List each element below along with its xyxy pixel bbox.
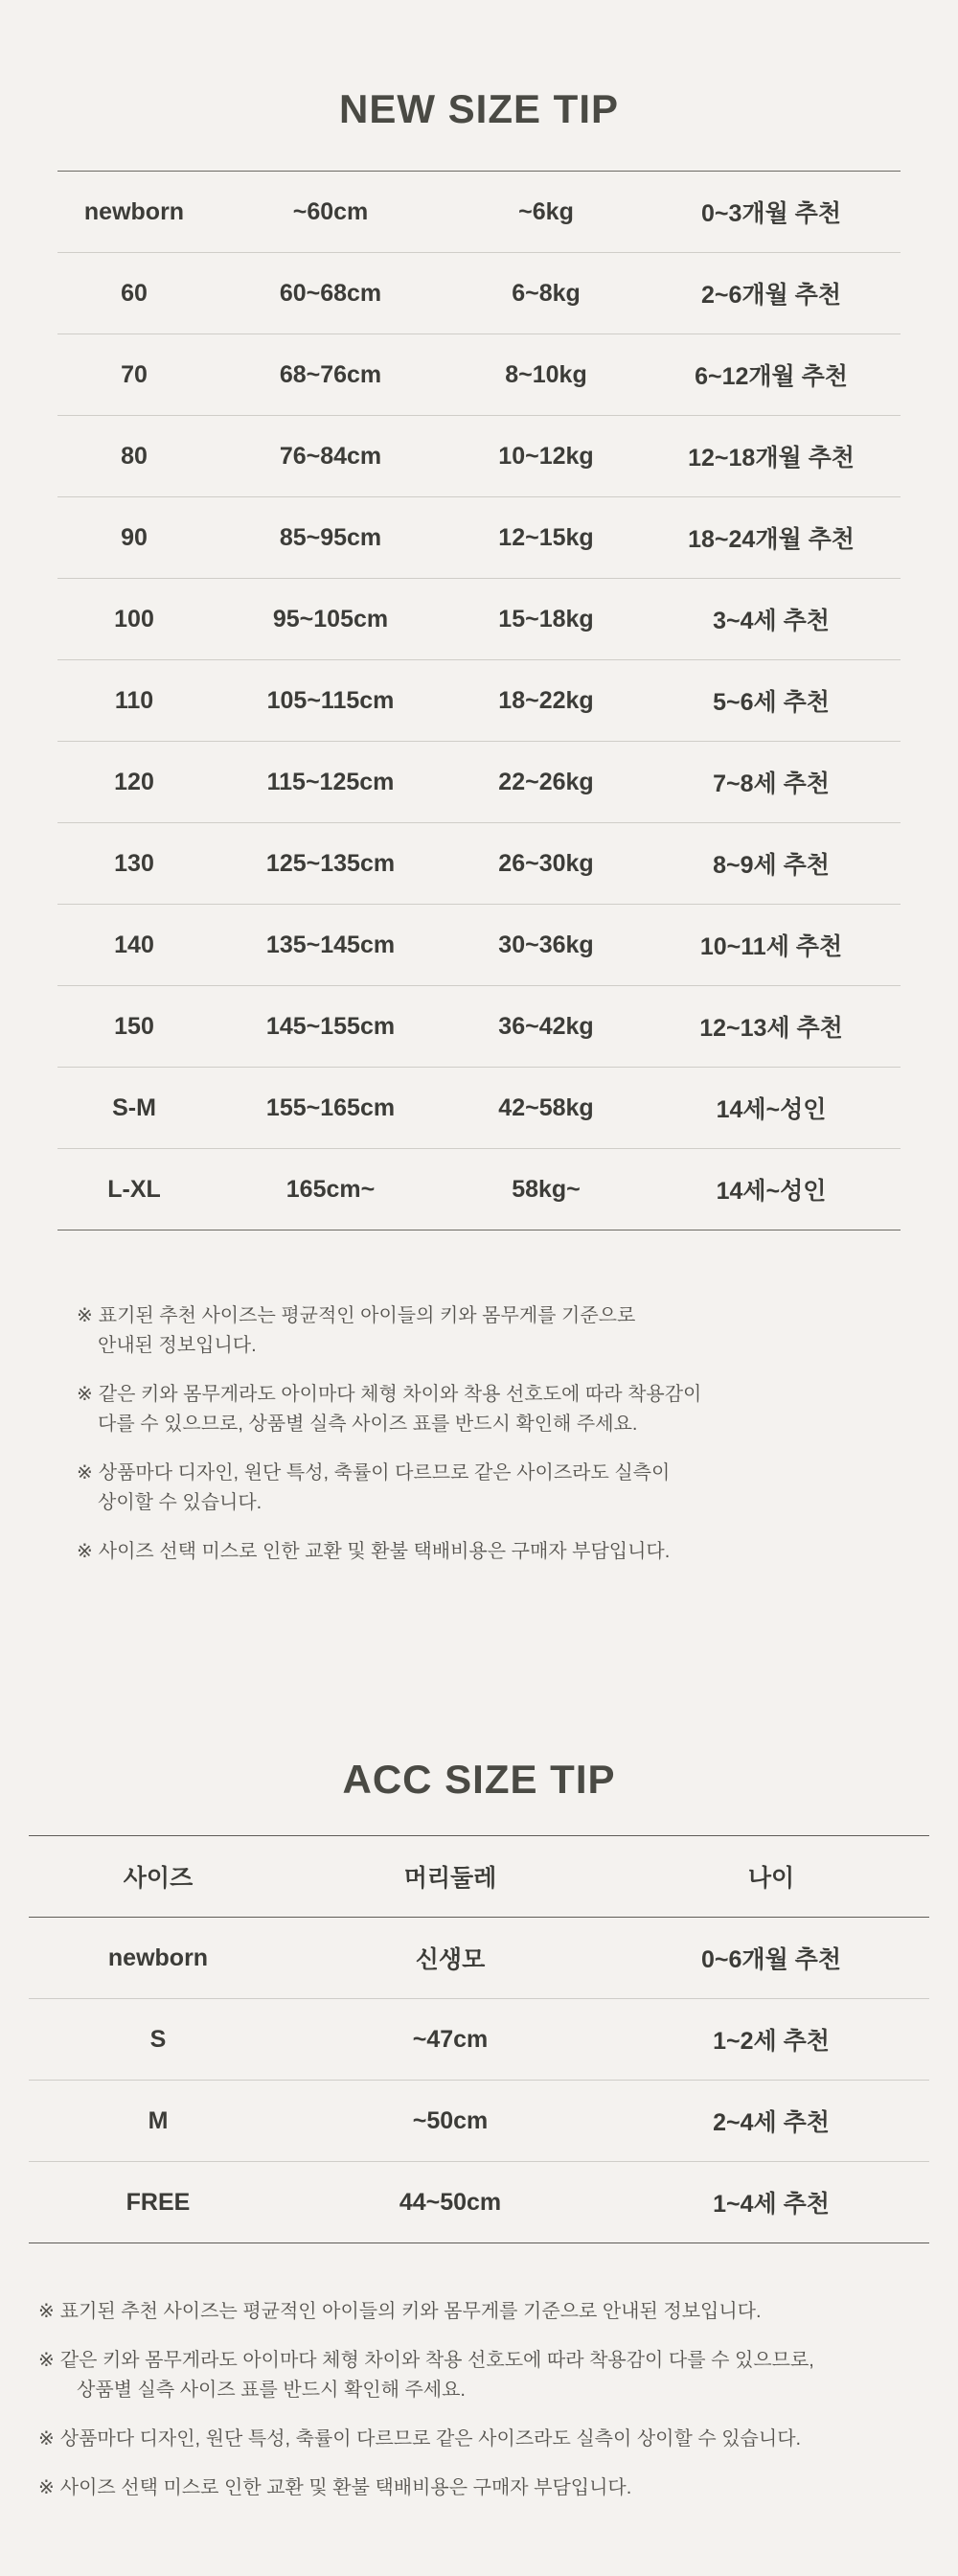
size-cell: L-XL: [57, 1149, 211, 1230]
acc-column-header: 사이즈: [29, 1836, 287, 1918]
size-cell: 95~105cm: [211, 579, 450, 660]
size-cell: 14세~성인: [642, 1068, 901, 1149]
note-marker-icon: ※: [38, 2301, 55, 2322]
size-cell: 120: [57, 742, 211, 823]
table-row: [57, 253, 901, 334]
acc-header-row: [29, 1836, 929, 1918]
note-line: 상품별 실측 사이즈 표를 반드시 확인해 주세요.: [77, 2380, 466, 2401]
note-line: 사이즈 선택 미스로 인한 교환 및 환불 택배비용은 구매자 부담입니다.: [98, 1541, 671, 1562]
note-marker-icon: ※: [38, 2477, 55, 2498]
size-cell: 68~76cm: [211, 334, 450, 416]
size-cell: 145~155cm: [211, 986, 450, 1068]
size-cell: 0~3개월 추천: [642, 172, 901, 253]
bottom-spacer: [0, 2518, 958, 2576]
acc-cell: ~50cm: [287, 2081, 613, 2162]
note-item: [77, 1459, 901, 1518]
table-row: [29, 1918, 929, 1999]
size-cell: 14세~성인: [642, 1149, 901, 1230]
size-cell: 105~115cm: [211, 660, 450, 742]
size-cell: 100: [57, 579, 211, 660]
acc-column-header: 나이: [613, 1836, 929, 1918]
size-cell: ~6kg: [450, 172, 642, 253]
size-cell: 6~8kg: [450, 253, 642, 334]
note-line: 표기된 추천 사이즈는 평균적인 아이들의 키와 몸무게를 기준으로: [98, 1305, 636, 1326]
note-item: [38, 2346, 939, 2405]
note-marker-icon: ※: [77, 1462, 93, 1484]
size-cell: 60: [57, 253, 211, 334]
acc-table: [29, 1835, 929, 2243]
size-cell: 115~125cm: [211, 742, 450, 823]
note-line: 표기된 추천 사이즈는 평균적인 아이들의 키와 몸무게를 기준으로 안내된 정보입니다.: [59, 2301, 762, 2322]
size-table: [57, 171, 901, 1230]
acc-cell: ~47cm: [287, 1999, 613, 2081]
note-item: [38, 2297, 939, 2327]
acc-size-tip-section: [0, 1695, 958, 2503]
size-cell: 80: [57, 416, 211, 497]
note-marker-icon: ※: [77, 1384, 93, 1405]
size-cell: newborn: [57, 172, 211, 253]
table-row: [29, 2081, 929, 2162]
acc-cell: 2~4세 추천: [613, 2081, 929, 2162]
size-cell: 58kg~: [450, 1149, 642, 1230]
size-cell: 26~30kg: [450, 823, 642, 905]
table-row: [29, 1999, 929, 2081]
acc-section-title: ACC SIZE TIP: [342, 1757, 616, 1802]
size-cell: 7~8세 추천: [642, 742, 901, 823]
table-row: [57, 742, 901, 823]
acc-cell: 44~50cm: [287, 2162, 613, 2243]
acc-cell: 신생모: [287, 1918, 613, 1999]
note-item: [38, 2425, 939, 2454]
acc-cell: 1~4세 추천: [613, 2162, 929, 2243]
acc-cell: S: [29, 1999, 287, 2081]
table-row: [57, 172, 901, 253]
table-row: [57, 1068, 901, 1149]
size-cell: 36~42kg: [450, 986, 642, 1068]
size-table-body: [57, 172, 901, 1230]
size-cell: 135~145cm: [211, 905, 450, 986]
note-item: [77, 1301, 901, 1361]
note-marker-icon: ※: [38, 2428, 55, 2450]
size-cell: 2~6개월 추천: [642, 253, 901, 334]
table-row: [57, 497, 901, 579]
note-marker-icon: ※: [77, 1305, 93, 1326]
size-cell: 125~135cm: [211, 823, 450, 905]
acc-cell: 0~6개월 추천: [613, 1918, 929, 1999]
size-cell: 10~11세 추천: [642, 905, 901, 986]
size-cell: 8~10kg: [450, 334, 642, 416]
acc-cell: 1~2세 추천: [613, 1999, 929, 2081]
note-marker-icon: ※: [77, 1541, 93, 1562]
page-title: NEW SIZE TIP: [338, 86, 619, 131]
note-item: [77, 1537, 901, 1567]
note-item: [38, 2473, 939, 2503]
note-line: 상품마다 디자인, 원단 특성, 축률이 다르므로 같은 사이즈라도 실측이: [98, 1462, 671, 1484]
size-cell: 165cm~: [211, 1149, 450, 1230]
size-cell: 12~13세 추천: [642, 986, 901, 1068]
size-cell: 76~84cm: [211, 416, 450, 497]
size-cell: 3~4세 추천: [642, 579, 901, 660]
size-notes: [57, 1230, 901, 1567]
acc-notes: [19, 2243, 939, 2503]
acc-table-head: [29, 1836, 929, 1918]
acc-table-body: [29, 1918, 929, 2243]
note-line: 상품마다 디자인, 원단 특성, 축률이 다르므로 같은 사이즈라도 실측이 상이할 수 있습니다.: [59, 2428, 802, 2450]
size-cell: 42~58kg: [450, 1068, 642, 1149]
acc-cell: FREE: [29, 2162, 287, 2243]
acc-cell: M: [29, 2081, 287, 2162]
size-cell: 110: [57, 660, 211, 742]
size-cell: 18~22kg: [450, 660, 642, 742]
size-cell: 140: [57, 905, 211, 986]
size-cell: 12~18개월 추천: [642, 416, 901, 497]
table-row: [29, 2162, 929, 2243]
size-cell: 15~18kg: [450, 579, 642, 660]
table-row: [57, 416, 901, 497]
note-line: 상이할 수 있습니다.: [98, 1492, 262, 1513]
size-cell: 60~68cm: [211, 253, 450, 334]
note-line: 같은 키와 몸무게라도 아이마다 체형 차이와 착용 선호도에 따라 착용감이: [98, 1384, 702, 1405]
size-cell: S-M: [57, 1068, 211, 1149]
note-line: 같은 키와 몸무게라도 아이마다 체형 차이와 착용 선호도에 따라 착용감이 다를 수 있으므로,: [59, 2350, 814, 2371]
size-cell: 30~36kg: [450, 905, 642, 986]
size-cell: 85~95cm: [211, 497, 450, 579]
note-item: [77, 1380, 901, 1439]
size-cell: 90: [57, 497, 211, 579]
size-cell: 130: [57, 823, 211, 905]
size-cell: 18~24개월 추천: [642, 497, 901, 579]
size-cell: 6~12개월 추천: [642, 334, 901, 416]
size-cell: 22~26kg: [450, 742, 642, 823]
section-spacer: [0, 1580, 958, 1695]
note-line: 사이즈 선택 미스로 인한 교환 및 환불 택배비용은 구매자 부담입니다.: [59, 2477, 632, 2498]
note-marker-icon: ※: [38, 2350, 55, 2371]
size-cell: 150: [57, 986, 211, 1068]
table-row: [57, 334, 901, 416]
note-line: 다를 수 있으므로, 상품별 실측 사이즈 표를 반드시 확인해 주세요.: [98, 1414, 638, 1435]
table-row: [57, 905, 901, 986]
note-line: 안내된 정보입니다.: [98, 1335, 257, 1356]
size-cell: 12~15kg: [450, 497, 642, 579]
size-cell: 10~12kg: [450, 416, 642, 497]
table-row: [57, 986, 901, 1068]
size-cell: 5~6세 추천: [642, 660, 901, 742]
table-row: [57, 660, 901, 742]
table-row: [57, 823, 901, 905]
size-cell: 8~9세 추천: [642, 823, 901, 905]
table-row: [57, 579, 901, 660]
acc-column-header: 머리둘레: [287, 1836, 613, 1918]
table-row: [57, 1149, 901, 1230]
size-cell: ~60cm: [211, 172, 450, 253]
size-cell: 155~165cm: [211, 1068, 450, 1149]
acc-cell: newborn: [29, 1918, 287, 1999]
size-cell: 70: [57, 334, 211, 416]
